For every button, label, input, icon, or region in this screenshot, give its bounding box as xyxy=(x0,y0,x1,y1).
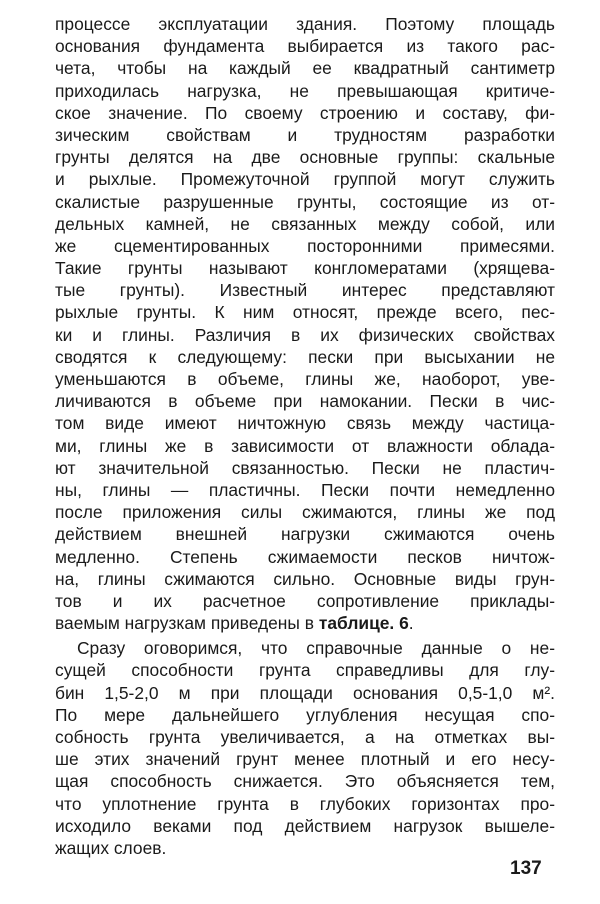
table-reference: таблице. 6 xyxy=(318,613,409,634)
text-line: рыхлые грунты. К ним относят, прежде всего, пес- xyxy=(55,302,555,323)
text-line: медленно. Степень сжимаемости песков ничтож- xyxy=(55,546,555,567)
text-line: чета, чтобы на каждый ее квадратный сантиметр xyxy=(55,58,555,79)
text-line: и рыхлые. Промежуточной группой могут служить xyxy=(55,169,555,190)
text-line: же сцементированных посторонними примесями. xyxy=(55,235,555,256)
text-line: собность грунта увеличивается, а на отметках вы- xyxy=(55,727,555,747)
text-line: По мере дальнейшего углубления несущая спо- xyxy=(55,704,555,725)
text-line xyxy=(55,612,555,634)
text-line: щая способность снижается. Это объясняется тем, xyxy=(55,771,555,792)
text-line: исходило веками под действием нагрузок вышеле- xyxy=(55,815,555,836)
text-line: на, глины сжимаются сильно. Основные виды грун- xyxy=(55,568,555,589)
text-line: скалистые разрушенные грунты, состоящие из от- xyxy=(55,191,555,212)
text-line: зическим свойствам и трудностям разработки xyxy=(55,124,555,145)
text-line: ское значение. По своему строению и составу, фи- xyxy=(55,102,555,123)
text-line: ми, глины же в зависимости от влажности облада- xyxy=(55,435,555,456)
text-line: Такие грунты называют конгломератами (хрящева- xyxy=(55,258,555,279)
text-line: уменьшаются в объеме, глины же, наоборот, уве- xyxy=(55,369,555,389)
text-line: грунты делятся на две основные группы: скальные xyxy=(55,147,555,168)
text-line: ют значительной связанностью. Пески не пластич- xyxy=(55,457,555,478)
text-line: дельных камней, не связанных между собой, или xyxy=(55,213,555,234)
text-line-start: ваемым нагрузкам приведены в xyxy=(55,613,314,634)
text-line: тов и их расчетное сопротивление приклады- xyxy=(55,590,555,611)
text-line: том виде имеют ничтожную связь между частица- xyxy=(55,413,555,434)
text-line: тые грунты). Известный интерес представляют xyxy=(55,280,555,301)
text-line: бин 1,5-2,0 м при площади основания 0,5-1,0 м². xyxy=(55,682,555,703)
text-line: ны, глины — пластичны. Пески почти немедленно xyxy=(55,479,555,500)
text-line: сводятся к следующему: пески при высыхании не xyxy=(55,346,555,367)
text-line: ше этих значений грунт менее плотный и его несу- xyxy=(55,749,555,770)
body-text xyxy=(55,13,555,859)
text-line: процессе эксплуатации здания. Поэтому площадь xyxy=(55,14,555,34)
text-line: Сразу оговоримся, что справочные данные о не- xyxy=(77,638,555,659)
text-line: личиваются в объеме при намокании. Пески в чис- xyxy=(55,391,555,412)
page-number: 137 xyxy=(510,858,542,879)
text-line: что уплотнение грунта в глубоких горизонтах про- xyxy=(55,793,555,814)
text-line: приходилась нагрузка, не превышающая критиче- xyxy=(55,80,555,101)
text-line-end: . xyxy=(408,613,414,634)
text-line: после приложения силы сжимаются, глины же под xyxy=(55,502,555,523)
text-line: действием внешней нагрузки сжимаются очень xyxy=(55,524,555,545)
text-line: жащих слоев. xyxy=(55,837,167,858)
text-line: ки и глины. Различия в их физических свойствах xyxy=(55,324,555,345)
text-line: основания фундамента выбирается из такого рас- xyxy=(55,36,555,57)
text-line: сущей способности грунта справедливы для глу- xyxy=(55,660,555,681)
